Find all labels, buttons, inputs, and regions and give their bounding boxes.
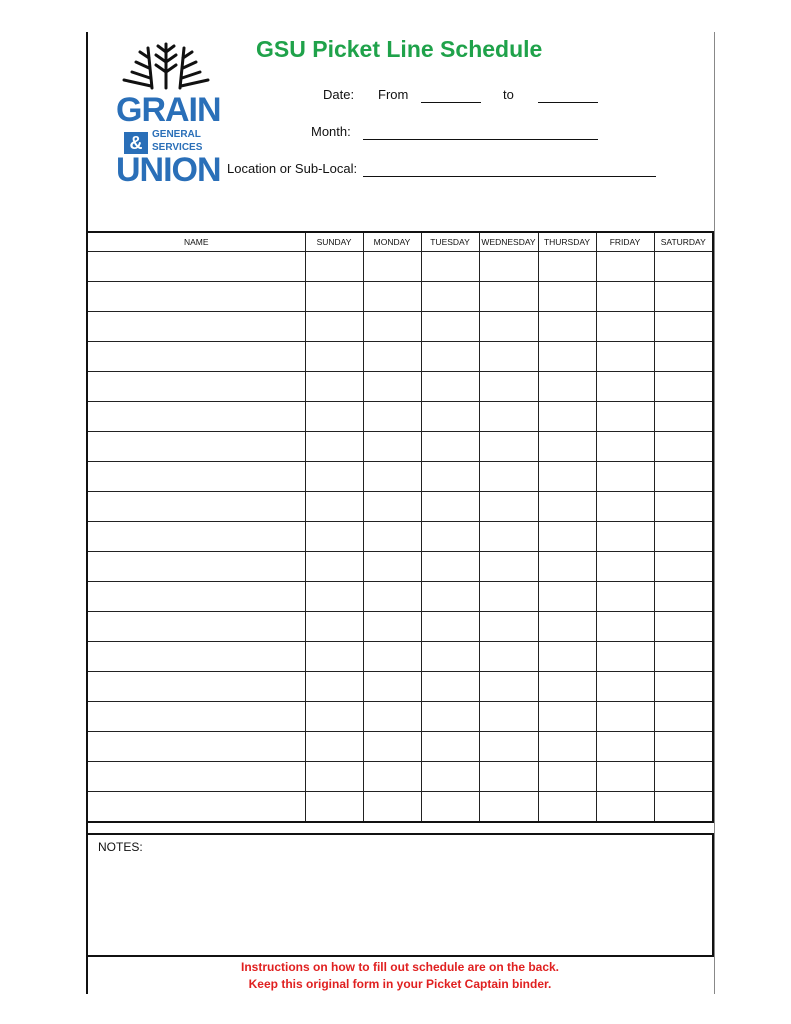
- cell-thursday[interactable]: [538, 462, 596, 492]
- cell-monday[interactable]: [363, 552, 421, 582]
- table-row: [87, 672, 713, 702]
- cell-wednesday[interactable]: [479, 462, 538, 492]
- col-header-sunday: SUNDAY: [305, 232, 363, 252]
- cell-saturday[interactable]: [654, 762, 713, 792]
- location-field[interactable]: [363, 176, 656, 177]
- cell-monday[interactable]: [363, 312, 421, 342]
- month-field[interactable]: [363, 139, 598, 140]
- cell-tuesday[interactable]: [421, 282, 479, 312]
- cell-tuesday[interactable]: [421, 462, 479, 492]
- cell-saturday[interactable]: [654, 702, 713, 732]
- cell-saturday[interactable]: [654, 252, 713, 282]
- logo-union: UNION: [116, 151, 221, 189]
- cell-wednesday[interactable]: [479, 342, 538, 372]
- cell-sunday[interactable]: [305, 792, 363, 822]
- cell-saturday[interactable]: [654, 792, 713, 822]
- cell-monday[interactable]: [363, 252, 421, 282]
- cell-sunday[interactable]: [305, 702, 363, 732]
- cell-monday[interactable]: [363, 342, 421, 372]
- cell-name[interactable]: [87, 522, 305, 552]
- cell-wednesday[interactable]: [479, 522, 538, 552]
- footer-instructions: [86, 959, 714, 993]
- cell-monday[interactable]: [363, 702, 421, 732]
- cell-name[interactable]: [87, 762, 305, 792]
- cell-friday[interactable]: [596, 342, 654, 372]
- col-header-friday: FRIDAY: [596, 232, 654, 252]
- cell-saturday[interactable]: [654, 732, 713, 762]
- cell-friday[interactable]: [596, 762, 654, 792]
- cell-sunday[interactable]: [305, 762, 363, 792]
- cell-thursday[interactable]: [538, 552, 596, 582]
- cell-thursday[interactable]: [538, 402, 596, 432]
- cell-monday[interactable]: [363, 732, 421, 762]
- cell-wednesday[interactable]: [479, 252, 538, 282]
- cell-name[interactable]: [87, 732, 305, 762]
- cell-tuesday[interactable]: [421, 552, 479, 582]
- table-row: [87, 582, 713, 612]
- cell-tuesday[interactable]: [421, 492, 479, 522]
- table-row: [87, 462, 713, 492]
- cell-sunday[interactable]: [305, 522, 363, 552]
- cell-monday[interactable]: [363, 492, 421, 522]
- cell-tuesday[interactable]: [421, 402, 479, 432]
- cell-saturday[interactable]: [654, 402, 713, 432]
- cell-wednesday[interactable]: [479, 582, 538, 612]
- cell-friday[interactable]: [596, 672, 654, 702]
- cell-sunday[interactable]: [305, 312, 363, 342]
- cell-monday[interactable]: [363, 582, 421, 612]
- cell-friday[interactable]: [596, 732, 654, 762]
- cell-name[interactable]: [87, 552, 305, 582]
- cell-friday[interactable]: [596, 372, 654, 402]
- from-date-field[interactable]: [421, 102, 481, 103]
- cell-friday[interactable]: [596, 702, 654, 732]
- to-date-field[interactable]: [538, 102, 598, 103]
- cell-thursday[interactable]: [538, 492, 596, 522]
- logo-ampersand: &: [124, 132, 148, 154]
- cell-sunday[interactable]: [305, 342, 363, 372]
- table-row: [87, 612, 713, 642]
- cell-sunday[interactable]: [305, 672, 363, 702]
- col-header-saturday: SATURDAY: [654, 232, 713, 252]
- cell-sunday[interactable]: [305, 282, 363, 312]
- cell-sunday[interactable]: [305, 372, 363, 402]
- cell-saturday[interactable]: [654, 642, 713, 672]
- table-row: [87, 552, 713, 582]
- cell-tuesday[interactable]: [421, 522, 479, 552]
- cell-sunday[interactable]: [305, 612, 363, 642]
- logo-grain: GRAIN: [116, 91, 221, 129]
- table-row: [87, 432, 713, 462]
- cell-wednesday[interactable]: [479, 732, 538, 762]
- cell-tuesday[interactable]: [421, 372, 479, 402]
- cell-monday[interactable]: [363, 402, 421, 432]
- cell-name[interactable]: [87, 432, 305, 462]
- cell-wednesday[interactable]: [479, 492, 538, 522]
- cell-friday[interactable]: [596, 492, 654, 522]
- cell-friday[interactable]: [596, 432, 654, 462]
- cell-saturday[interactable]: [654, 432, 713, 462]
- cell-friday[interactable]: [596, 522, 654, 552]
- cell-wednesday[interactable]: [479, 762, 538, 792]
- cell-name[interactable]: [87, 462, 305, 492]
- cell-monday[interactable]: [363, 522, 421, 552]
- cell-thursday[interactable]: [538, 522, 596, 552]
- table-row: [87, 342, 713, 372]
- cell-saturday[interactable]: [654, 282, 713, 312]
- to-label: to: [503, 87, 514, 102]
- cell-wednesday[interactable]: [479, 612, 538, 642]
- cell-wednesday[interactable]: [479, 282, 538, 312]
- logo-general: GENERAL: [152, 129, 201, 140]
- cell-saturday[interactable]: [654, 492, 713, 522]
- cell-thursday[interactable]: [538, 732, 596, 762]
- cell-tuesday[interactable]: [421, 762, 479, 792]
- cell-sunday[interactable]: [305, 732, 363, 762]
- cell-saturday[interactable]: [654, 522, 713, 552]
- table-row: [87, 252, 713, 282]
- cell-friday[interactable]: [596, 402, 654, 432]
- table-row: [87, 762, 713, 792]
- table-row: [87, 372, 713, 402]
- cell-saturday[interactable]: [654, 312, 713, 342]
- cell-monday[interactable]: [363, 282, 421, 312]
- cell-saturday[interactable]: [654, 372, 713, 402]
- cell-sunday[interactable]: [305, 642, 363, 672]
- table-row: [87, 792, 713, 822]
- cell-tuesday[interactable]: [421, 612, 479, 642]
- header-row: [87, 232, 713, 252]
- table-row: [87, 642, 713, 672]
- cell-wednesday[interactable]: [479, 432, 538, 462]
- cell-tuesday[interactable]: [421, 312, 479, 342]
- cell-monday[interactable]: [363, 762, 421, 792]
- cell-tuesday[interactable]: [421, 432, 479, 462]
- cell-sunday[interactable]: [305, 432, 363, 462]
- logo-services: SERVICES: [152, 142, 203, 153]
- cell-friday[interactable]: [596, 642, 654, 672]
- footer-line-2: Keep this original form in your Picket Captain binder.: [248, 977, 552, 991]
- cell-thursday[interactable]: [538, 582, 596, 612]
- cell-tuesday[interactable]: [421, 702, 479, 732]
- cell-tuesday[interactable]: [421, 252, 479, 282]
- cell-name[interactable]: [87, 702, 305, 732]
- table-row: [87, 702, 713, 732]
- table-row: [87, 522, 713, 552]
- cell-wednesday[interactable]: [479, 702, 538, 732]
- cell-thursday[interactable]: [538, 312, 596, 342]
- cell-name[interactable]: [87, 252, 305, 282]
- table-row: [87, 282, 713, 312]
- from-label: From: [378, 87, 409, 102]
- cell-saturday[interactable]: [654, 342, 713, 372]
- cell-friday[interactable]: [596, 282, 654, 312]
- col-header-thursday: THURSDAY: [538, 232, 596, 252]
- cell-friday[interactable]: [596, 462, 654, 492]
- cell-monday[interactable]: [363, 462, 421, 492]
- cell-monday[interactable]: [363, 792, 421, 822]
- col-header-tuesday: TUESDAY: [421, 232, 479, 252]
- cell-tuesday[interactable]: [421, 792, 479, 822]
- cell-thursday[interactable]: [538, 672, 596, 702]
- cell-monday[interactable]: [363, 612, 421, 642]
- cell-name[interactable]: [87, 642, 305, 672]
- cell-tuesday[interactable]: [421, 732, 479, 762]
- cell-saturday[interactable]: [654, 552, 713, 582]
- page-title: GSU Picket Line Schedule: [256, 36, 543, 62]
- cell-wednesday[interactable]: [479, 312, 538, 342]
- cell-name[interactable]: [87, 372, 305, 402]
- cell-thursday[interactable]: [538, 252, 596, 282]
- table-row: [87, 492, 713, 522]
- cell-name[interactable]: [87, 492, 305, 522]
- cell-wednesday[interactable]: [479, 402, 538, 432]
- cell-friday[interactable]: [596, 612, 654, 642]
- cell-saturday[interactable]: [654, 672, 713, 702]
- date-label: Date:: [323, 87, 355, 102]
- cell-thursday[interactable]: [538, 762, 596, 792]
- table-row: [87, 732, 713, 762]
- cell-name[interactable]: [87, 342, 305, 372]
- cell-friday[interactable]: [596, 552, 654, 582]
- col-header-monday: MONDAY: [363, 232, 421, 252]
- cell-friday[interactable]: [596, 792, 654, 822]
- cell-monday[interactable]: [363, 642, 421, 672]
- cell-wednesday[interactable]: [479, 792, 538, 822]
- cell-name[interactable]: [87, 582, 305, 612]
- cell-thursday[interactable]: [538, 432, 596, 462]
- schedule-table: [86, 231, 714, 823]
- cell-wednesday[interactable]: [479, 552, 538, 582]
- cell-sunday[interactable]: [305, 492, 363, 522]
- cell-friday[interactable]: [596, 252, 654, 282]
- cell-wednesday[interactable]: [479, 642, 538, 672]
- cell-sunday[interactable]: [305, 252, 363, 282]
- cell-thursday[interactable]: [538, 282, 596, 312]
- cell-tuesday[interactable]: [421, 672, 479, 702]
- cell-name[interactable]: [87, 282, 305, 312]
- cell-tuesday[interactable]: [421, 582, 479, 612]
- cell-thursday[interactable]: [538, 642, 596, 672]
- cell-monday[interactable]: [363, 672, 421, 702]
- table-row: [87, 402, 713, 432]
- cell-name[interactable]: [87, 612, 305, 642]
- cell-thursday[interactable]: [538, 342, 596, 372]
- cell-sunday[interactable]: [305, 402, 363, 432]
- cell-monday[interactable]: [363, 432, 421, 462]
- cell-name[interactable]: [87, 672, 305, 702]
- cell-tuesday[interactable]: [421, 342, 479, 372]
- month-label: Month:: [311, 124, 351, 139]
- notes-label: NOTES:: [98, 840, 143, 854]
- cell-thursday[interactable]: [538, 702, 596, 732]
- notes-box[interactable]: [86, 833, 714, 957]
- cell-saturday[interactable]: [654, 612, 713, 642]
- wheat-icon: [116, 40, 216, 90]
- cell-sunday[interactable]: [305, 462, 363, 492]
- cell-sunday[interactable]: [305, 552, 363, 582]
- col-header-wednesday: WEDNESDAY: [479, 232, 538, 252]
- cell-friday[interactable]: [596, 582, 654, 612]
- cell-thursday[interactable]: [538, 372, 596, 402]
- cell-saturday[interactable]: [654, 582, 713, 612]
- cell-name[interactable]: [87, 792, 305, 822]
- cell-monday[interactable]: [363, 372, 421, 402]
- cell-wednesday[interactable]: [479, 672, 538, 702]
- cell-name[interactable]: [87, 402, 305, 432]
- cell-sunday[interactable]: [305, 582, 363, 612]
- location-label: Location or Sub-Local:: [227, 161, 358, 176]
- cell-tuesday[interactable]: [421, 642, 479, 672]
- gsu-logo: [116, 40, 221, 189]
- cell-thursday[interactable]: [538, 612, 596, 642]
- table-row: [87, 312, 713, 342]
- cell-name[interactable]: [87, 312, 305, 342]
- col-header-name: NAME: [87, 232, 305, 252]
- footer-line-1: Instructions on how to fill out schedule are on the back.: [240, 960, 560, 974]
- cell-thursday[interactable]: [538, 792, 596, 822]
- cell-saturday[interactable]: [654, 462, 713, 492]
- cell-wednesday[interactable]: [479, 372, 538, 402]
- cell-friday[interactable]: [596, 312, 654, 342]
